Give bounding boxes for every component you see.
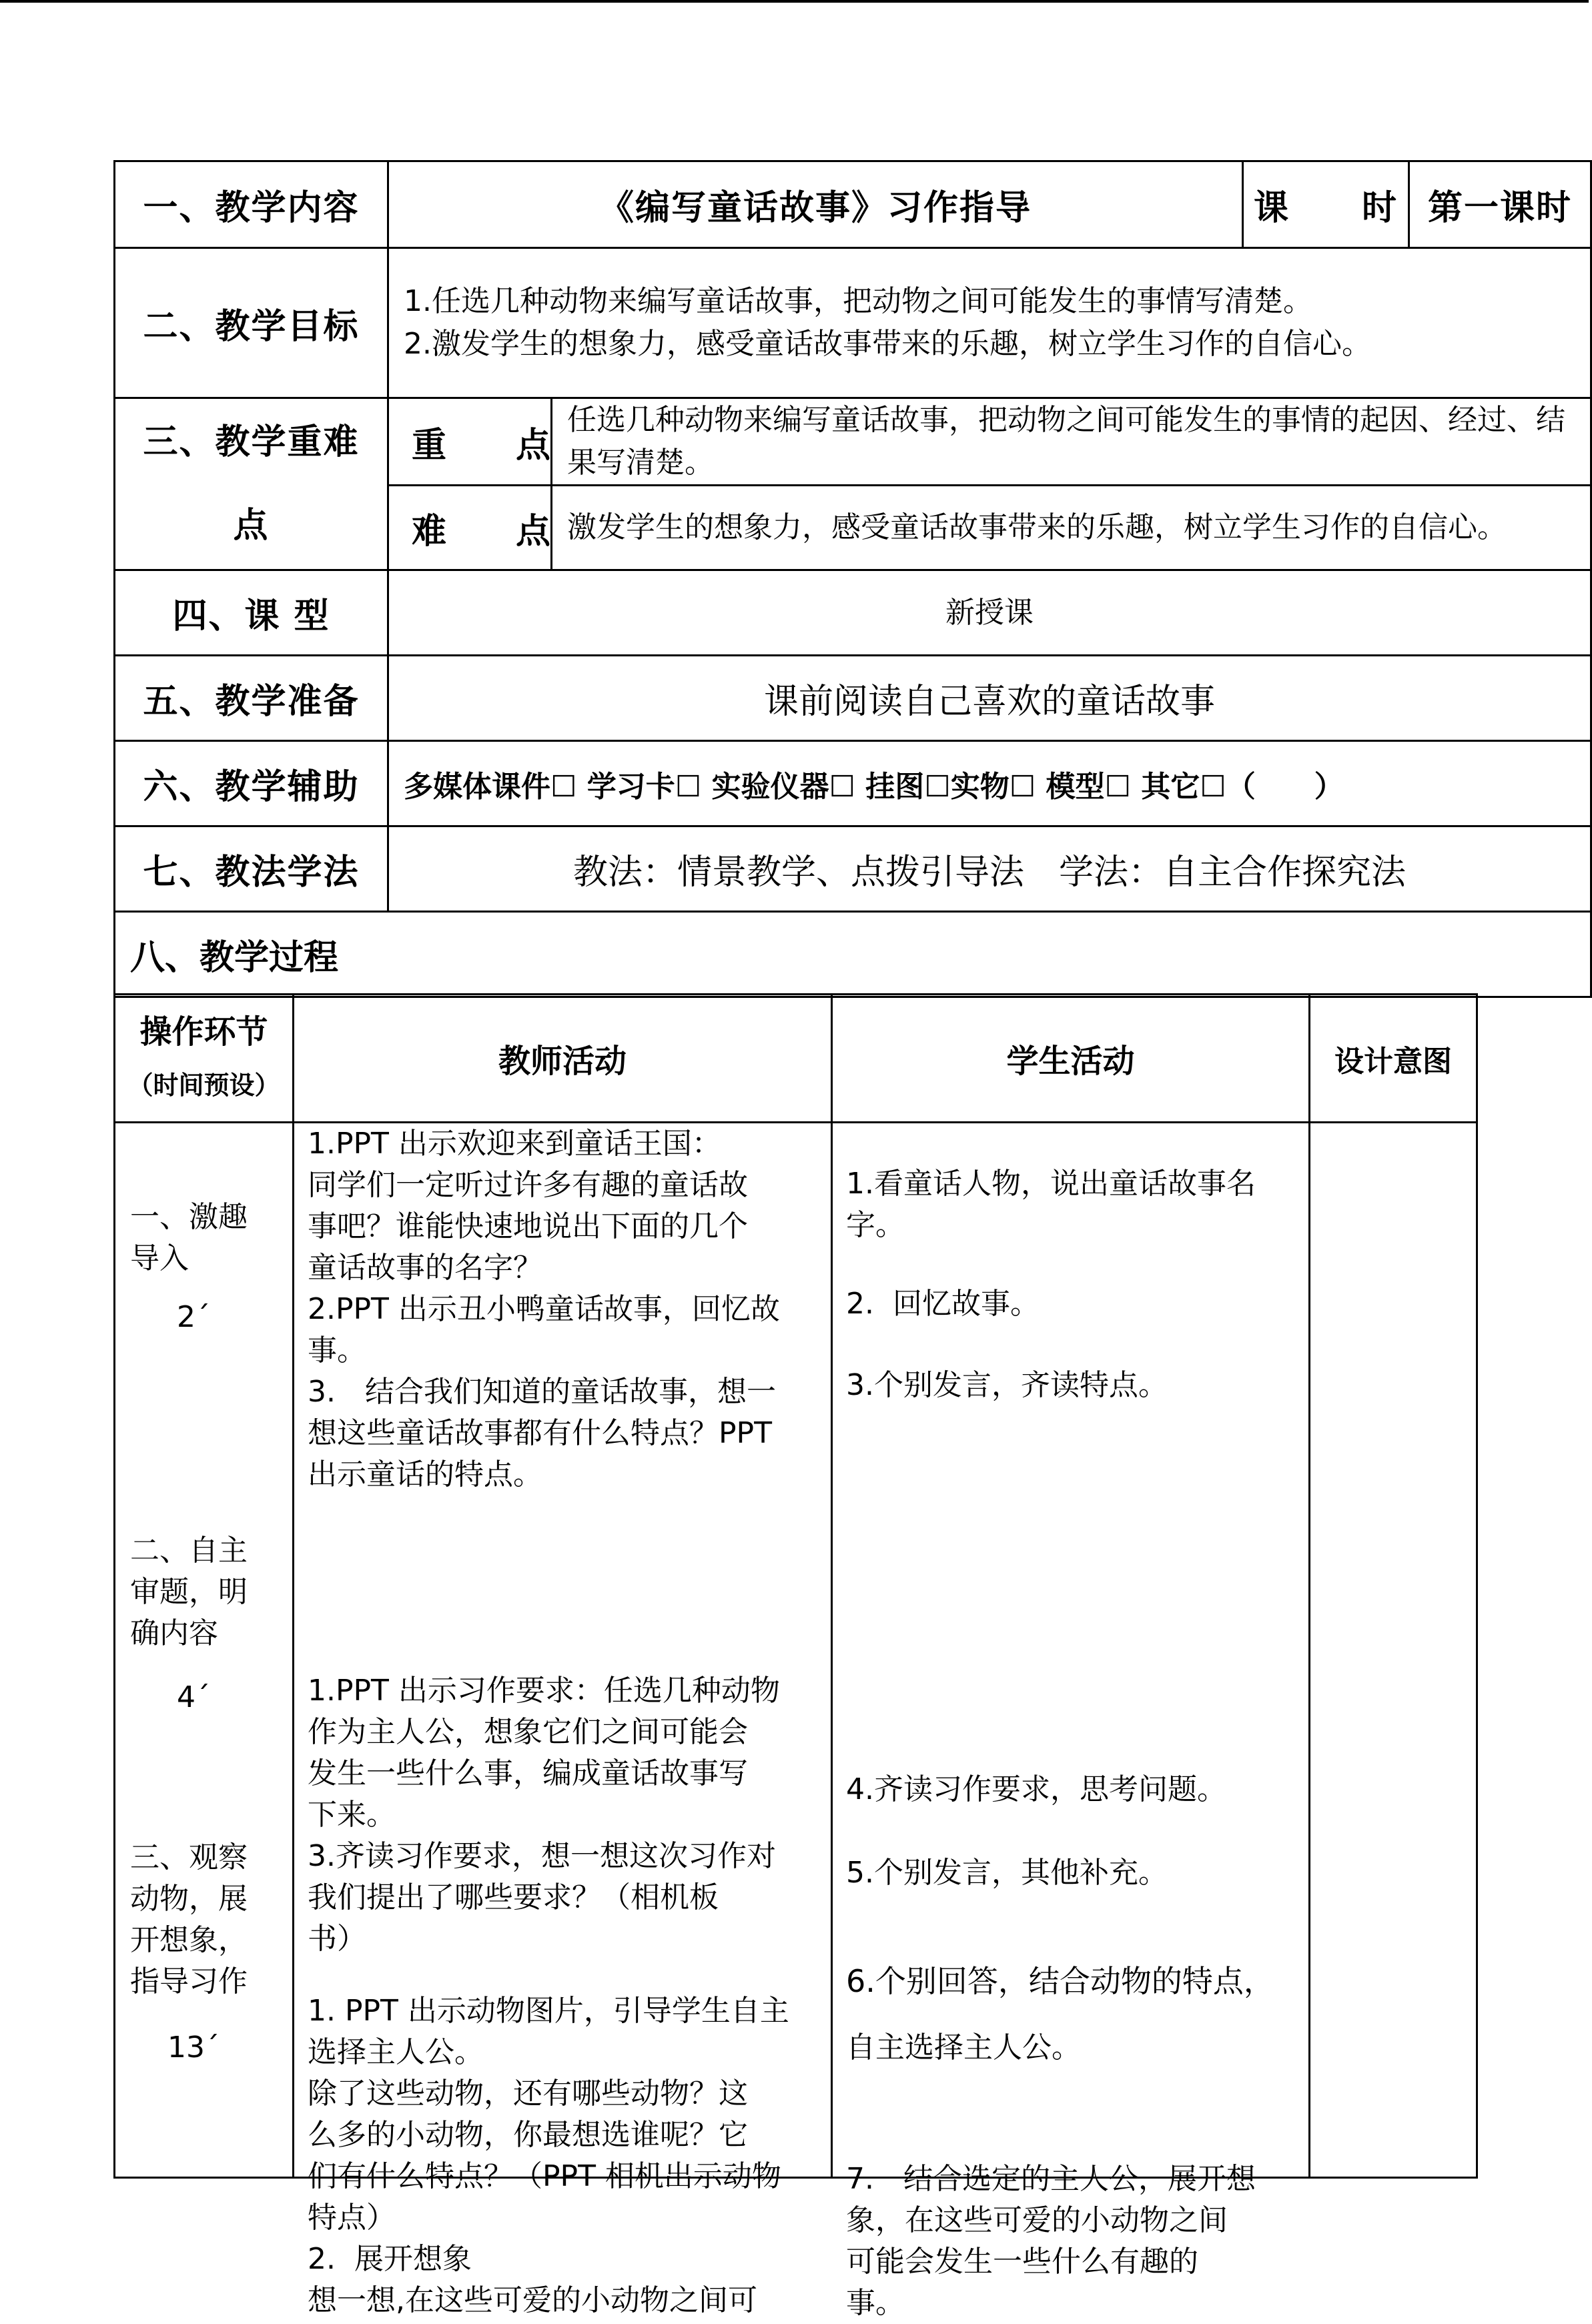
- row-key-point: [115, 398, 1591, 486]
- row-goals: [115, 248, 1591, 398]
- keypoints-label-line1: 三、教学重难: [143, 422, 360, 462]
- process-body-row: [115, 1123, 1477, 2178]
- period-value: 第一课时: [1409, 161, 1591, 248]
- teacher-block-3: 1. PPT 出示动物图片，引导学生自主 选择主人公。 除了这些动物，还有哪些动物？这 么多的小动物，你最想选谁呢？它 们有什么特点？（PPT 相机出示动物 特点） 2. 展开想象 想一想,在这些可爱的小动物之间可: [308, 1994, 789, 2317]
- goal-label: 二、教学目标: [115, 248, 388, 398]
- top-border-line: [0, 0, 1589, 3]
- teacher-block-1: 1.PPT 出示欢迎来到童话王国： 同学们一定听过许多有趣的童话故 事吧？谁能快速地说出下面的几个 童话故事的名字？ 2.PPT 出示丑小鸭童话故事，回忆故 事。 3. 结合我们知道的童话故事，想一 想这些童话故事都有什么特点？PPT 出示童话的特点。: [308, 1127, 780, 1492]
- key-label: 重 点: [388, 398, 552, 486]
- col-stage-subtitle: （时间预设）: [127, 1070, 280, 1100]
- student-item-2: 2. 回忆故事。: [846, 1287, 1040, 1321]
- method-label: 七、教法学法: [115, 826, 388, 912]
- prep-value: 课前阅读自己喜欢的童话故事: [388, 656, 1591, 741]
- stage-cell: [115, 1123, 294, 2178]
- student-item-6b: 自主选择主人公。: [846, 2030, 1081, 2065]
- aux-label: 六、教学辅助: [115, 741, 388, 826]
- row-aux: [115, 741, 1591, 826]
- student-item-6: 6.个别回答，结合动物的特点，: [846, 1963, 1274, 1999]
- col-teacher-header: 教师活动: [294, 995, 832, 1123]
- difficult-value: 激发学生的想象力，感受童话故事带来的乐趣，树立学生习作的自信心。: [552, 486, 1591, 570]
- process-label: 八、教学过程: [115, 912, 1591, 997]
- student-item-4: 4.齐读习作要求，思考问题。: [846, 1772, 1226, 1806]
- stage-2-name: 二、自主 审题，明 确内容: [130, 1534, 248, 1650]
- row-type: [115, 570, 1591, 656]
- design-intent-cell: [1310, 1123, 1477, 2178]
- row-content: [115, 161, 1591, 248]
- prep-label: 五、教学准备: [115, 656, 388, 741]
- student-item-7: 7. 结合选定的主人公，展开想 象，在这些可爱的小动物之间 可能会发生一些什么有趣的 事。: [846, 2162, 1256, 2320]
- student-item-1: 1.看童话人物，说出童话故事名 字。: [846, 1167, 1256, 1242]
- stage-1-time: 2ˊ: [177, 1300, 210, 1334]
- student-item-5: 5.个别发言，其他补充。: [846, 1856, 1168, 1890]
- lesson-info-table: [113, 160, 1592, 998]
- content-value: 《编写童话故事》习作指导: [388, 161, 1243, 248]
- period-label: 课 时: [1243, 161, 1409, 248]
- aux-value: 多媒体课件☐ 学习卡☐ 实验仪器☐ 挂图☐实物☐ 模型☐ 其它☐（ ）: [388, 741, 1591, 826]
- col-stage-header: [115, 995, 294, 1123]
- teacher-block-2: 1.PPT 出示习作要求：任选几种动物 作为主人公，想象它们之间可能会 发生一些什么事，编成童话故事写 下来。 3.齐读习作要求，想一想这次习作对 我们提出了哪些要求？（相机板 书）: [308, 1674, 780, 1956]
- goal-item-2: 2.激发学生的想象力，感受童话故事带来的乐趣，树立学生习作的自信心。: [404, 327, 1371, 361]
- process-header-row: [115, 995, 1477, 1123]
- col-student-header: 学生活动: [832, 995, 1310, 1123]
- stage-2-time: 4ˊ: [177, 1680, 210, 1714]
- row-prep: [115, 656, 1591, 741]
- row-process-title: [115, 912, 1591, 997]
- type-label: 四、课 型: [115, 570, 388, 656]
- stage-1-name: 一、激趣 导入: [130, 1200, 248, 1275]
- key-value: 任选几种动物来编写童话故事，把动物之间可能发生的事情的起因、经过、结果写清楚。: [552, 398, 1591, 486]
- col-stage-title: 操作环节: [139, 1013, 268, 1051]
- student-activity-cell: [832, 1123, 1310, 2320]
- type-value: 新授课: [388, 570, 1591, 656]
- method-value: 教法：情景教学、点拨引导法 学法：自主合作探究法: [388, 826, 1591, 912]
- goal-list: [388, 248, 1591, 398]
- stage-3-time: 13ˊ: [167, 2030, 220, 2065]
- teacher-activity-cell: [294, 1123, 832, 2317]
- keypoints-label-line2: 点: [233, 505, 270, 546]
- process-table: [113, 993, 1478, 2320]
- stage-3-name: 三、观察 动物，展 开想象， 指导习作: [130, 1840, 248, 1998]
- goal-item-1: 1.任选几种动物来编写童话故事，把动物之间可能发生的事情写清楚。: [404, 284, 1312, 318]
- student-item-3: 3.个别发言，齐读特点。: [846, 1368, 1168, 1402]
- difficult-label: 难 点: [388, 486, 552, 570]
- col-intent-header: 设计意图: [1310, 995, 1477, 1123]
- keypoints-label: [115, 398, 388, 570]
- row-method: [115, 826, 1591, 912]
- content-label: 一、教学内容: [115, 161, 388, 248]
